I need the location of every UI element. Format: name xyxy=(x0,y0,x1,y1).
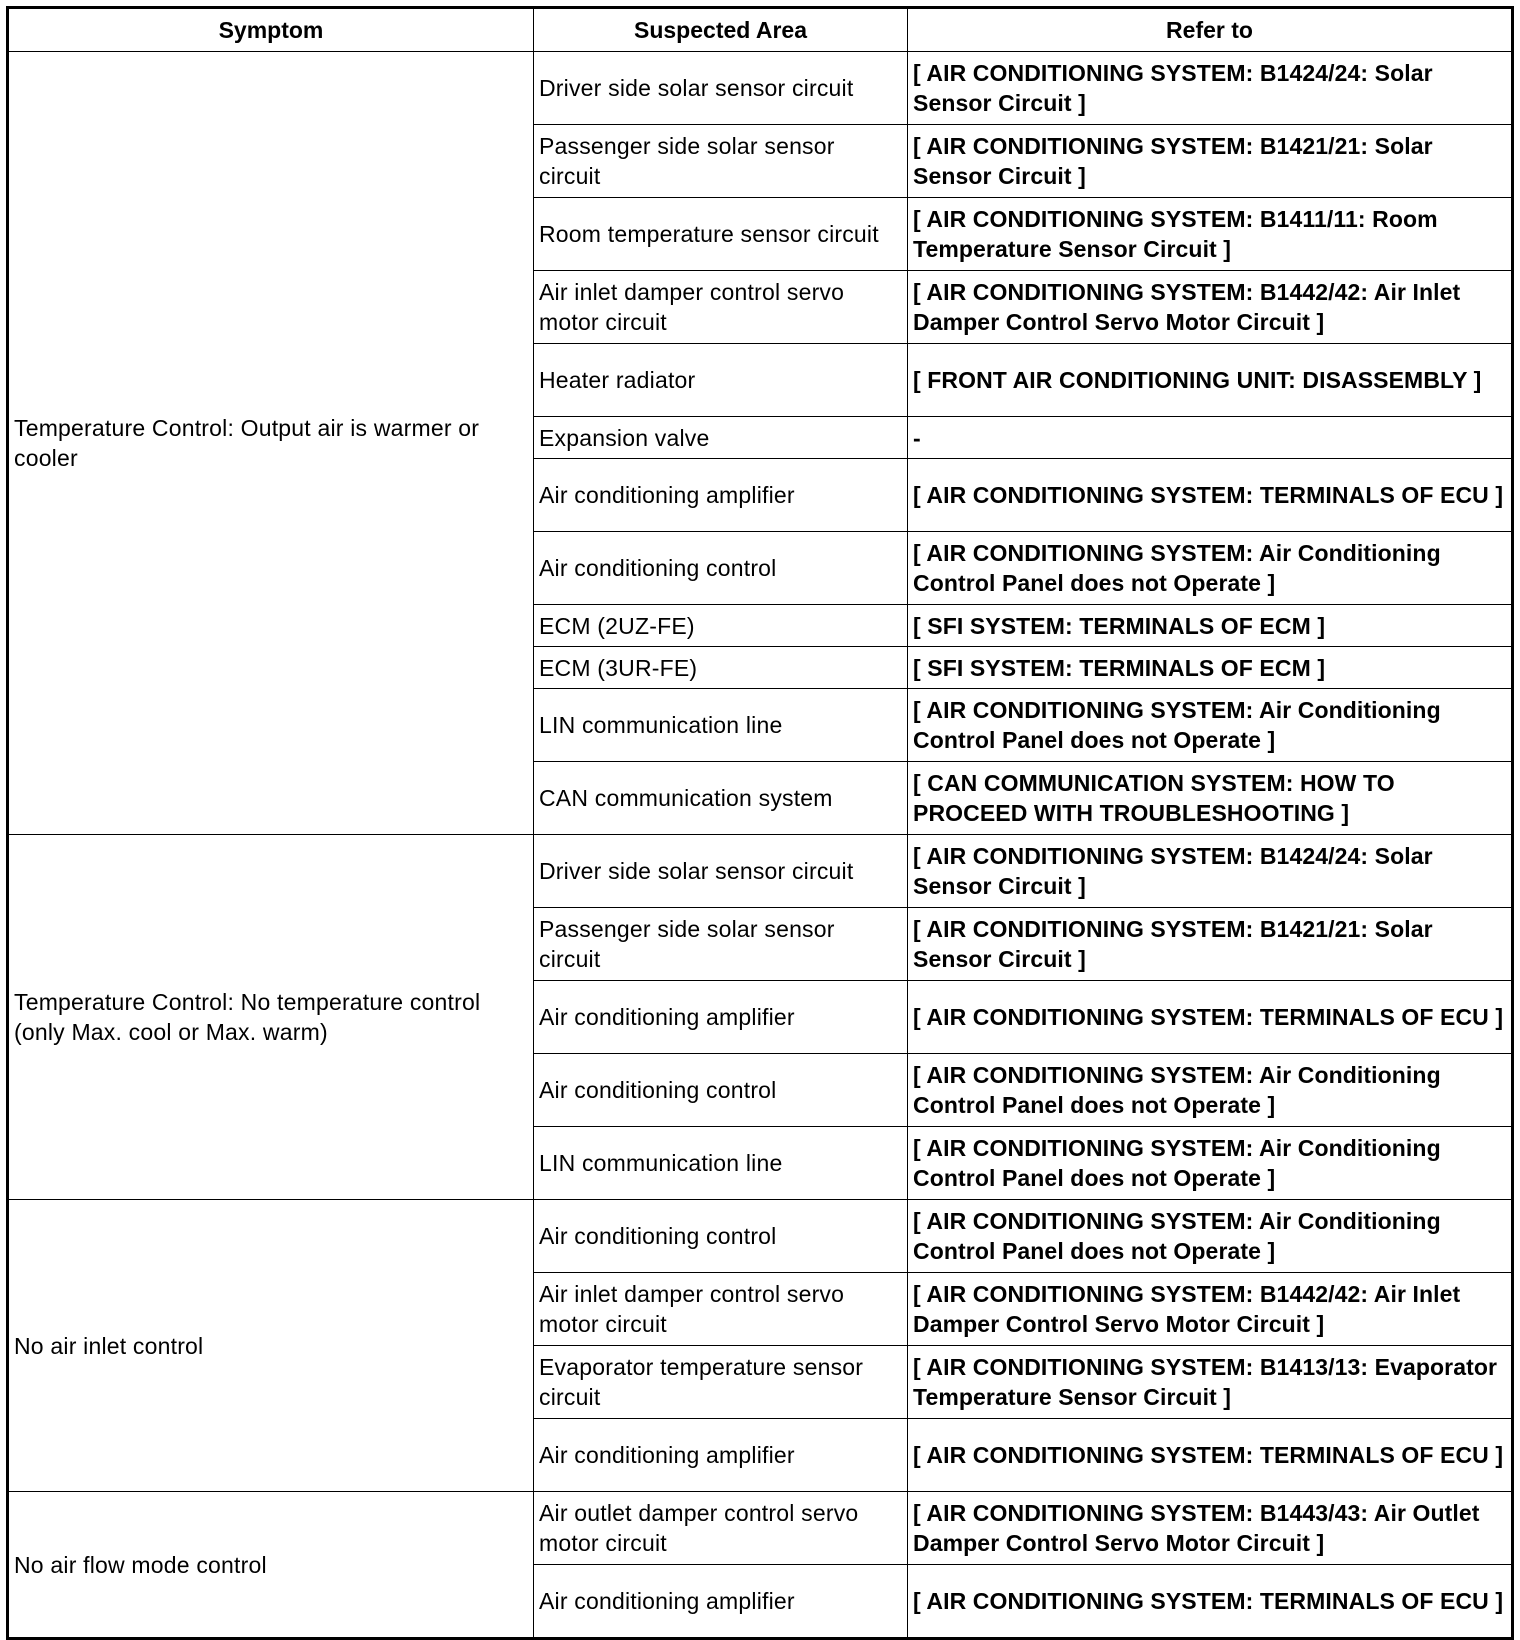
symptom-cell: Temperature Control: Output air is warmer or cooler xyxy=(8,52,534,835)
suspected-area-cell: Air conditioning amplifier xyxy=(534,459,908,532)
refer-to-cell: [ AIR CONDITIONING SYSTEM: TERMINALS OF ECU ] xyxy=(908,459,1513,532)
refer-to-cell: [ AIR CONDITIONING SYSTEM: B1421/21: Solar Sensor Circuit ] xyxy=(908,908,1513,981)
suspected-area-cell: Evaporator temperature sensor circuit xyxy=(534,1346,908,1419)
header-suspected-area: Suspected Area xyxy=(534,8,908,52)
suspected-area-cell: Room temperature sensor circuit xyxy=(534,198,908,271)
suspected-area-cell: Heater radiator xyxy=(534,344,908,417)
suspected-area-cell: Air conditioning amplifier xyxy=(534,1565,908,1639)
suspected-area-cell: Air inlet damper control servo motor circuit xyxy=(534,1273,908,1346)
refer-to-cell: [ SFI SYSTEM: TERMINALS OF ECM ] xyxy=(908,647,1513,689)
refer-to-cell: [ AIR CONDITIONING SYSTEM: B1421/21: Solar Sensor Circuit ] xyxy=(908,125,1513,198)
refer-to-cell: [ AIR CONDITIONING SYSTEM: TERMINALS OF ECU ] xyxy=(908,981,1513,1054)
table-row xyxy=(8,52,1513,125)
refer-to-cell: [ AIR CONDITIONING SYSTEM: Air Conditioning Control Panel does not Operate ] xyxy=(908,532,1513,605)
symptom-cell: No air flow mode control xyxy=(8,1492,534,1639)
table-row xyxy=(8,835,1513,908)
suspected-area-cell: CAN communication system xyxy=(534,762,908,835)
suspected-area-cell: Air inlet damper control servo motor circuit xyxy=(534,271,908,344)
refer-to-cell: [ AIR CONDITIONING SYSTEM: Air Conditioning Control Panel does not Operate ] xyxy=(908,689,1513,762)
suspected-area-cell: Driver side solar sensor circuit xyxy=(534,835,908,908)
refer-to-cell: [ AIR CONDITIONING SYSTEM: TERMINALS OF ECU ] xyxy=(908,1419,1513,1492)
refer-to-cell: [ FRONT AIR CONDITIONING UNIT: DISASSEMBLY ] xyxy=(908,344,1513,417)
table-body xyxy=(8,52,1513,1639)
header-symptom: Symptom xyxy=(8,8,534,52)
suspected-area-cell: Driver side solar sensor circuit xyxy=(534,52,908,125)
refer-to-cell: [ AIR CONDITIONING SYSTEM: Air Conditioning Control Panel does not Operate ] xyxy=(908,1200,1513,1273)
suspected-area-cell: Air conditioning amplifier xyxy=(534,981,908,1054)
suspected-area-cell: LIN communication line xyxy=(534,689,908,762)
suspected-area-cell: Air outlet damper control servo motor circuit xyxy=(534,1492,908,1565)
refer-to-cell: [ AIR CONDITIONING SYSTEM: TERMINALS OF ECU ] xyxy=(908,1565,1513,1639)
troubleshooting-table xyxy=(6,6,1514,1640)
table-row xyxy=(8,1200,1513,1273)
refer-to-cell: [ AIR CONDITIONING SYSTEM: B1443/43: Air Outlet Damper Control Servo Motor Circuit ] xyxy=(908,1492,1513,1565)
refer-to-cell: [ AIR CONDITIONING SYSTEM: Air Conditioning Control Panel does not Operate ] xyxy=(908,1054,1513,1127)
suspected-area-cell: LIN communication line xyxy=(534,1127,908,1200)
refer-to-cell: [ AIR CONDITIONING SYSTEM: Air Conditioning Control Panel does not Operate ] xyxy=(908,1127,1513,1200)
header-refer-to: Refer to xyxy=(908,8,1513,52)
refer-to-cell: [ AIR CONDITIONING SYSTEM: B1413/13: Evaporator Temperature Sensor Circuit ] xyxy=(908,1346,1513,1419)
suspected-area-cell: ECM (2UZ-FE) xyxy=(534,605,908,647)
suspected-area-cell: Passenger side solar sensor circuit xyxy=(534,908,908,981)
refer-to-cell: [ AIR CONDITIONING SYSTEM: B1411/11: Room Temperature Sensor Circuit ] xyxy=(908,198,1513,271)
suspected-area-cell: Air conditioning amplifier xyxy=(534,1419,908,1492)
header-row xyxy=(8,8,1513,52)
refer-to-cell: [ CAN COMMUNICATION SYSTEM: HOW TO PROCEED WITH TROUBLESHOOTING ] xyxy=(908,762,1513,835)
refer-to-cell: [ AIR CONDITIONING SYSTEM: B1442/42: Air Inlet Damper Control Servo Motor Circuit ] xyxy=(908,1273,1513,1346)
symptom-cell: No air inlet control xyxy=(8,1200,534,1492)
suspected-area-cell: ECM (3UR-FE) xyxy=(534,647,908,689)
refer-to-cell: [ AIR CONDITIONING SYSTEM: B1424/24: Solar Sensor Circuit ] xyxy=(908,52,1513,125)
table-row xyxy=(8,1492,1513,1565)
suspected-area-cell: Expansion valve xyxy=(534,417,908,459)
refer-to-cell: - xyxy=(908,417,1513,459)
symptom-cell: Temperature Control: No temperature control (only Max. cool or Max. warm) xyxy=(8,835,534,1200)
suspected-area-cell: Passenger side solar sensor circuit xyxy=(534,125,908,198)
suspected-area-cell: Air conditioning control xyxy=(534,1054,908,1127)
suspected-area-cell: Air conditioning control xyxy=(534,532,908,605)
refer-to-cell: [ AIR CONDITIONING SYSTEM: B1442/42: Air Inlet Damper Control Servo Motor Circuit ] xyxy=(908,271,1513,344)
suspected-area-cell: Air conditioning control xyxy=(534,1200,908,1273)
refer-to-cell: [ SFI SYSTEM: TERMINALS OF ECM ] xyxy=(908,605,1513,647)
refer-to-cell: [ AIR CONDITIONING SYSTEM: B1424/24: Solar Sensor Circuit ] xyxy=(908,835,1513,908)
